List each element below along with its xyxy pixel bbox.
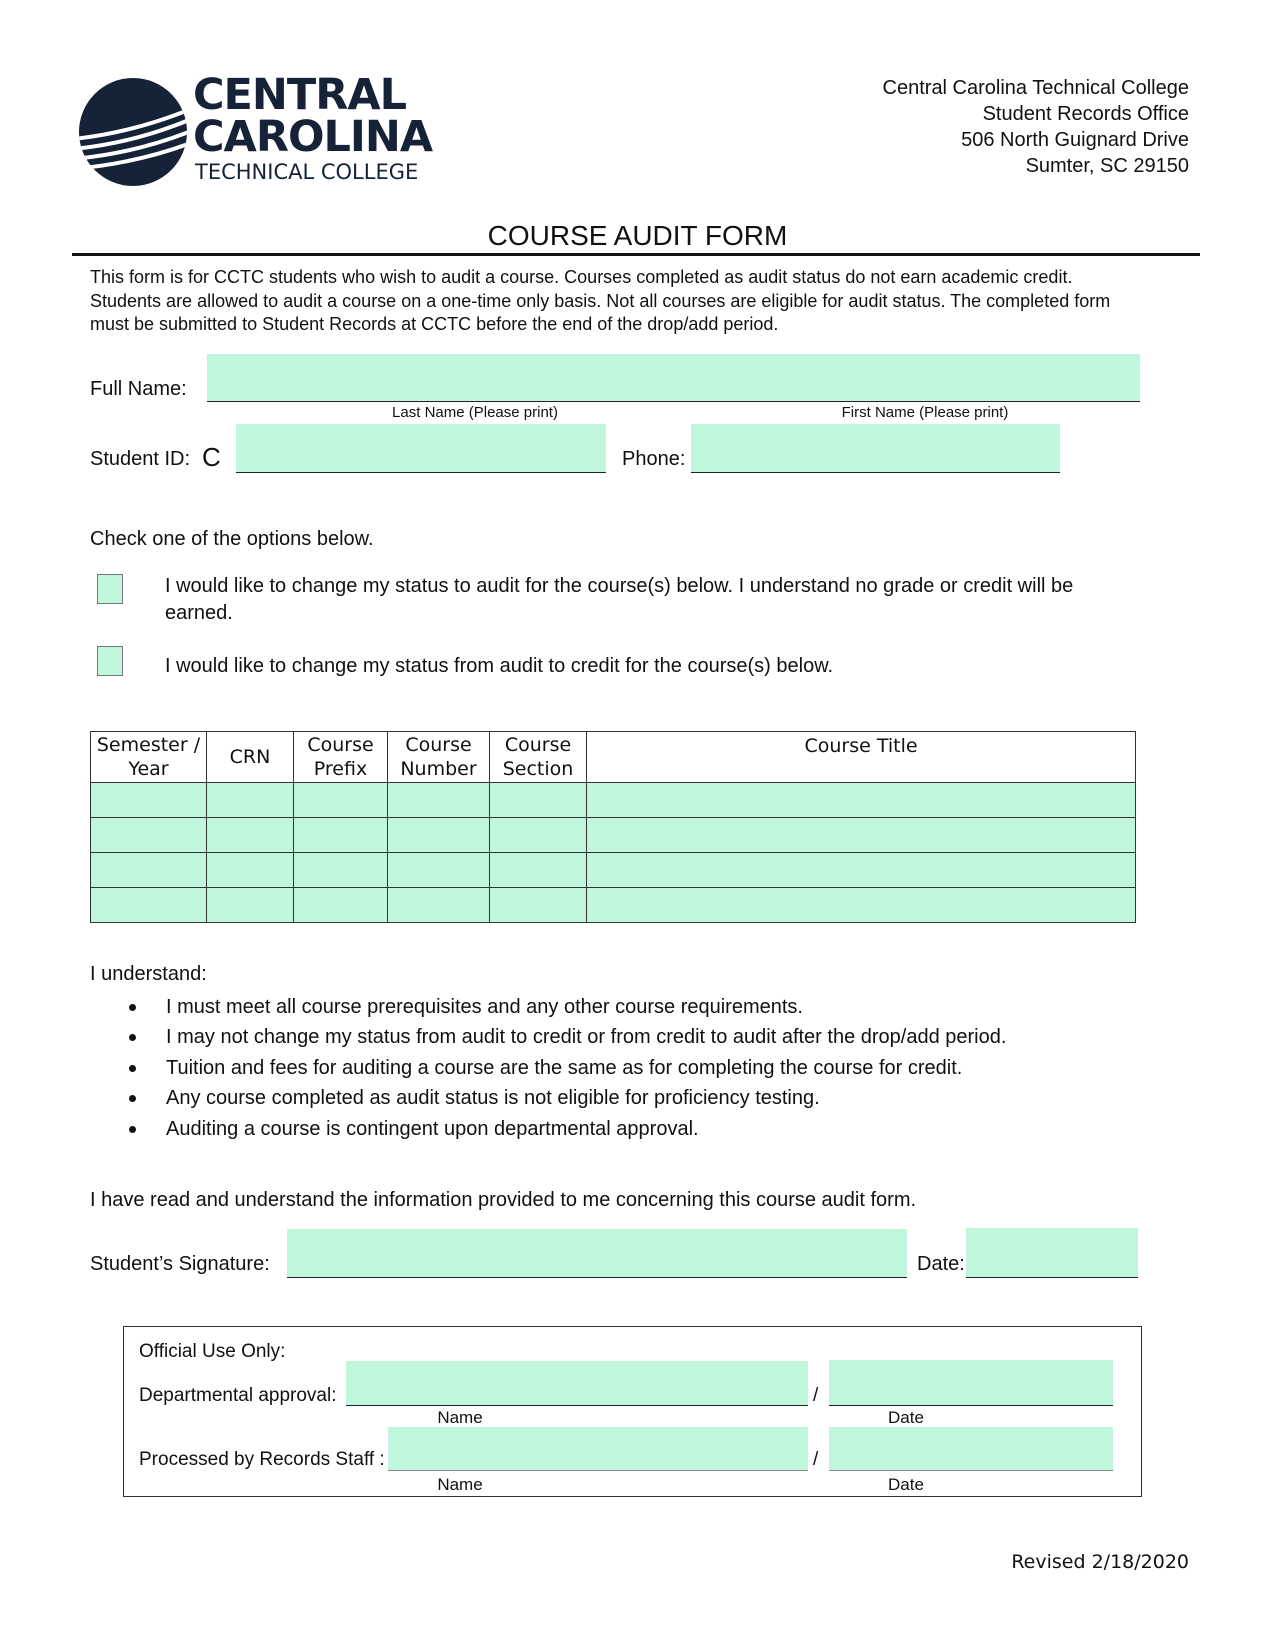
logo-globe-icon: [78, 77, 188, 187]
logo-line-technical-college: TECHNICAL COLLEGE: [195, 160, 419, 184]
intro-line: This form is for CCTC students who wish to audit a course. Courses completed as audit status do not earn academic credit.: [90, 267, 1073, 287]
options-instruction: Check one of the options below.: [90, 528, 374, 550]
bullet-icon: [129, 1065, 136, 1072]
address-line-city: Sumter, SC 29150: [1025, 155, 1189, 177]
list-item: I may not change my status from audit to credit or from credit to audit after the drop/add period.: [120, 1022, 1006, 1052]
first-name-caption: First Name (Please print): [841, 404, 1009, 421]
processed-by-slash: /: [813, 1449, 819, 1470]
header-course-prefix: Course Prefix: [294, 732, 388, 783]
logo-line-central: CENTRAL: [193, 70, 407, 120]
intro-line: must be submitted to Student Records at CCTC before the end of the drop/add period.: [90, 314, 779, 334]
departmental-approval-slash: /: [813, 1385, 819, 1406]
departmental-approval-name-field[interactable]: [346, 1361, 808, 1406]
processed-by-label: Processed by Records Staff :: [139, 1449, 385, 1470]
list-item: I must meet all course prerequisites and any other course requirements.: [120, 992, 1006, 1022]
list-item: Tuition and fees for auditing a course are the same as for completing the course for credit.: [120, 1053, 1006, 1083]
logo-line-carolina: CAROLINA: [193, 112, 433, 162]
course-number-cell[interactable]: [388, 853, 490, 888]
header-crn: CRN: [207, 732, 294, 783]
course-table: [90, 731, 1136, 923]
table-row: [91, 783, 1136, 818]
course-title-cell[interactable]: [587, 818, 1136, 853]
departmental-approval-date-field[interactable]: [829, 1360, 1113, 1406]
semester-year-cell[interactable]: [91, 783, 207, 818]
crn-cell[interactable]: [207, 818, 294, 853]
departmental-name-caption: Name: [437, 1408, 483, 1427]
list-item: Any course completed as audit status is not eligible for proficiency testing.: [120, 1083, 1006, 1113]
acknowledgement-text: I have read and understand the information provided to me concerning this course audit form.: [90, 1189, 917, 1211]
last-name-caption: Last Name (Please print): [392, 404, 558, 421]
departmental-date-caption: Date: [888, 1408, 924, 1427]
semester-year-cell[interactable]: [91, 853, 207, 888]
header-course-number: Course Number: [388, 732, 490, 783]
course-prefix-cell[interactable]: [294, 888, 388, 923]
bullet-icon: [129, 1126, 136, 1133]
table-row: [91, 818, 1136, 853]
semester-year-cell[interactable]: [91, 888, 207, 923]
understand-list: [120, 992, 1006, 1144]
phone-field[interactable]: [691, 424, 1060, 473]
course-title-cell[interactable]: [587, 853, 1136, 888]
understand-heading: I understand:: [90, 963, 207, 985]
address-line-college: Central Carolina Technical College: [882, 77, 1189, 99]
course-number-cell[interactable]: [388, 818, 490, 853]
audit-option-text: I would like to change my status to audit for the course(s) below. I understand no grade or credit will be: [165, 575, 1074, 597]
address-line-street: 506 North Guignard Drive: [961, 129, 1189, 151]
header-semester-year: Semester / Year: [91, 732, 207, 783]
student-id-field[interactable]: [236, 424, 606, 473]
processed-name-caption: Name: [437, 1475, 483, 1494]
departmental-approval-label: Departmental approval:: [139, 1385, 337, 1406]
course-section-cell[interactable]: [490, 783, 587, 818]
signature-field[interactable]: [287, 1229, 907, 1278]
header-course-section: Course Section: [490, 732, 587, 783]
credit-option-checkbox[interactable]: [97, 646, 123, 676]
table-row: [91, 853, 1136, 888]
course-prefix-cell[interactable]: [294, 818, 388, 853]
phone-label: Phone:: [622, 448, 686, 470]
course-number-cell[interactable]: [388, 888, 490, 923]
semester-year-cell[interactable]: [91, 818, 207, 853]
crn-cell[interactable]: [207, 888, 294, 923]
student-id-label: Student ID:: [90, 448, 191, 470]
revised-date: Revised 2/18/2020: [1011, 1551, 1189, 1573]
full-name-label: Full Name:: [90, 378, 187, 400]
credit-option-text: I would like to change my status from audit to credit for the course(s) below.: [165, 655, 834, 677]
header-course-title: Course Title: [587, 732, 1136, 783]
course-table-header-row: [91, 732, 1136, 783]
course-section-cell[interactable]: [490, 888, 587, 923]
signature-date-label: Date:: [917, 1253, 965, 1275]
form-title: COURSE AUDIT FORM: [487, 220, 788, 251]
course-prefix-cell[interactable]: [294, 853, 388, 888]
processed-date-caption: Date: [888, 1475, 924, 1494]
official-use-heading: Official Use Only:: [139, 1341, 286, 1362]
audit-option-checkbox[interactable]: [97, 574, 123, 604]
intro-line: Students are allowed to audit a course on a one-time only basis. Not all courses are eligible for audit status. The completed form: [90, 290, 1111, 311]
course-section-cell[interactable]: [490, 818, 587, 853]
crn-cell[interactable]: [207, 783, 294, 818]
intro-text: [90, 266, 1110, 337]
full-name-field[interactable]: [207, 354, 1140, 402]
course-prefix-cell[interactable]: [294, 783, 388, 818]
course-title-cell[interactable]: [587, 783, 1136, 818]
audit-option-text-continued: earned.: [165, 602, 233, 624]
bullet-icon: [129, 1034, 136, 1041]
bullet-icon: [129, 1004, 136, 1011]
list-item: Auditing a course is contingent upon departmental approval.: [120, 1114, 1006, 1144]
course-title-cell[interactable]: [587, 888, 1136, 923]
course-number-cell[interactable]: [388, 783, 490, 818]
processed-by-date-field[interactable]: [829, 1427, 1113, 1471]
bullet-icon: [129, 1095, 136, 1102]
table-row: [91, 888, 1136, 923]
title-rule: [72, 253, 1200, 256]
student-id-prefix: C: [202, 442, 221, 472]
signature-label: Student’s Signature:: [90, 1253, 270, 1275]
signature-date-field[interactable]: [966, 1228, 1138, 1278]
course-section-cell[interactable]: [490, 853, 587, 888]
processed-by-name-field[interactable]: [388, 1427, 808, 1471]
crn-cell[interactable]: [207, 853, 294, 888]
address-line-office: Student Records Office: [982, 103, 1189, 125]
